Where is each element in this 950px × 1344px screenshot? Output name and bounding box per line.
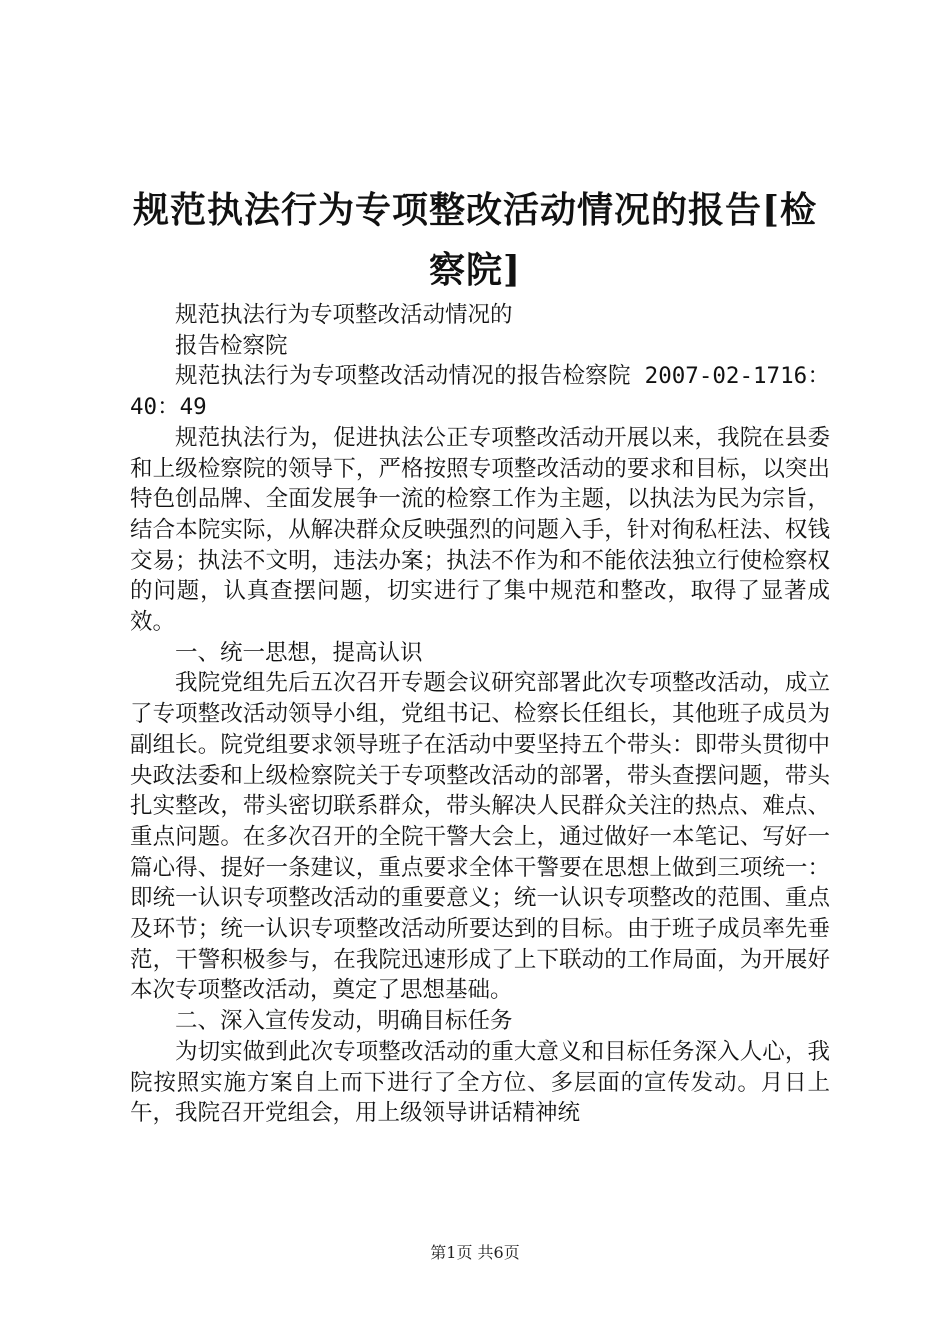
- paragraph: 规范执法行为，促进执法公正专项整改活动开展以来，我院在县委和上级检察院的领导下，严格按照专项整改活动的要求和目标，以突出特色创品牌、全面发展争一流的检察工作为主题，以执法为民为宗旨，结合本院实际，从解决群众反映强烈的问题入手，针对徇私枉法、权钱交易；执法不文明，违法办案；执法不作为和不能依法独立行使检察权的问题，认真查摆问题，切实进行了集中规范和整改，取得了显著成效。: [130, 424, 830, 636]
- paragraph: 报告检察院: [175, 332, 288, 359]
- paragraph: 我院党组先后五次召开专题会议研究部署此次专项整改活动，成立了专项整改活动领导小组，党组书记、检察长任组长，其他班子成员为副组长。院党组要求领导班子在活动中要坚持五个带头：即带头贯彻中央政法委和上级检察院关于专项整改活动的部署，带头查摆问题，带头扎实整改，带头密切联系群众，带头解决人民群众关注的热点、难点、重点问题。在多次召开的全院干警大会上，通过做好一本笔记、写好一篇心得、提好一条建议，重点要求全体干警要在思想上做到三项统一：即统一认识专项整改活动的重要意义；统一认识专项整改的范围、重点及环节；统一认识专项整改活动所要达到的目标。由于班子成员率先垂范，干警积极参与，在我院迅速形成了上下联动的工作局面，为开展好本次专项整改活动，奠定了思想基础。: [130, 670, 830, 1004]
- section-heading: 一、统一思想，提高认识: [175, 639, 423, 666]
- paragraph: 为切实做到此次专项整改活动的重大意义和目标任务深入人心，我院按照实施方案自上而下进行了全方位、多层面的宣传发动。月日上午，我院召开党组会，用上级领导讲话精神统: [130, 1038, 830, 1127]
- paragraph: 规范执法行为专项整改活动情况的: [175, 302, 513, 328]
- page-footer: 第1页 共6页: [430, 1243, 520, 1262]
- document-title: 规范执法行为专项整改活动情况的报告[检察院]: [132, 189, 818, 291]
- section-heading: 二、深入宣传发动，明确目标任务: [175, 1008, 513, 1035]
- document-body: [130, 300, 830, 1129]
- paragraph: 规范执法行为专项整改活动情况的报告检察院 2007-02-1716：40：49: [130, 363, 830, 421]
